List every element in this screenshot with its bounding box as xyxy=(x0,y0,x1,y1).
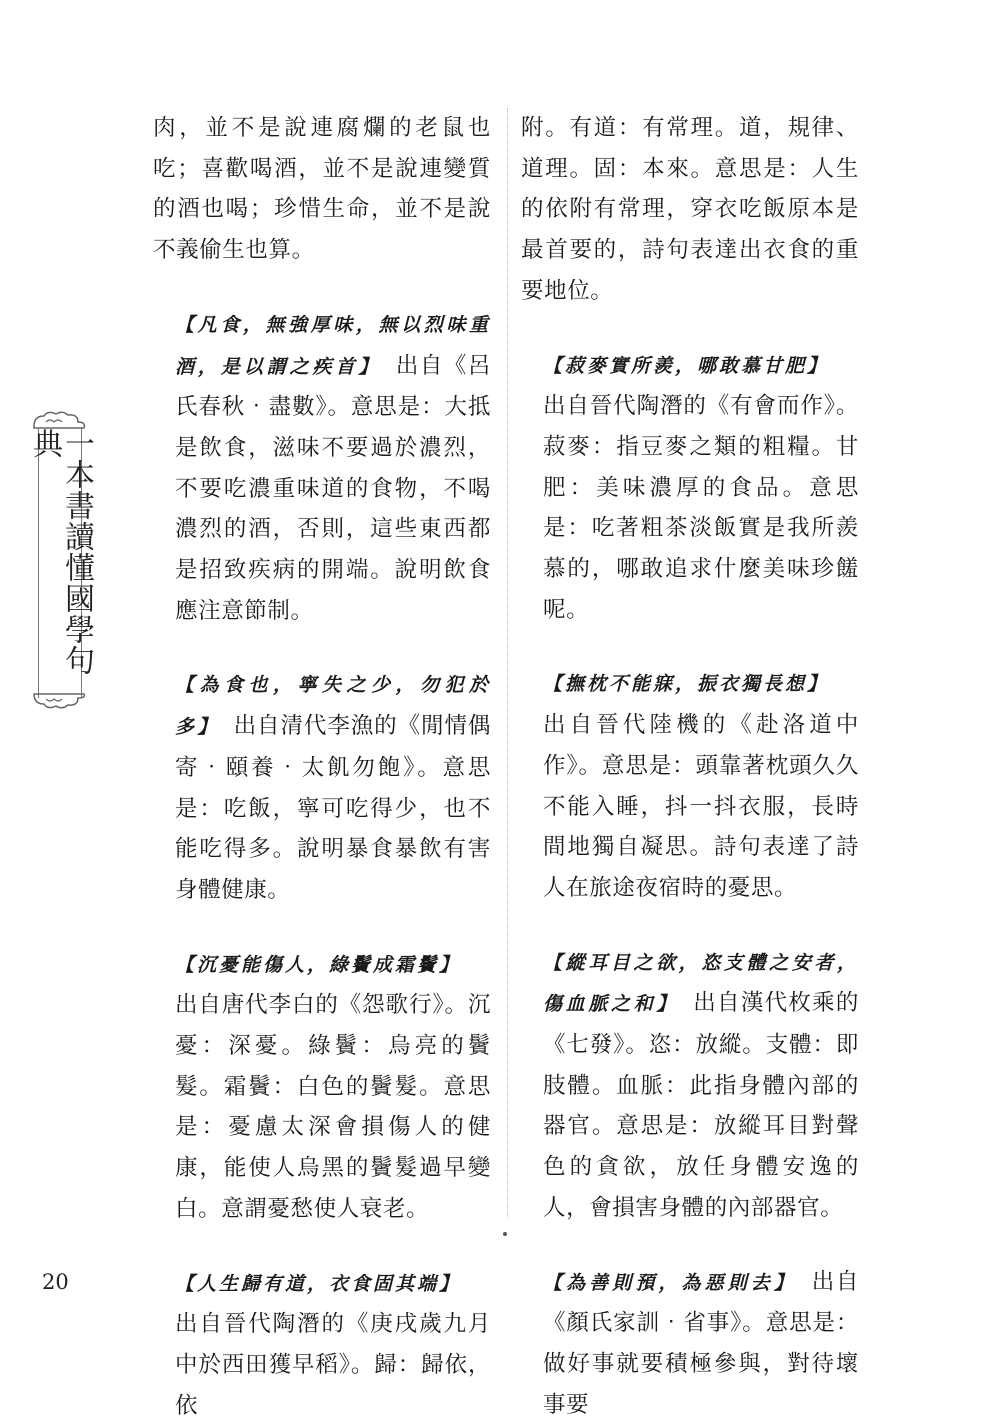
entry xyxy=(521,942,859,1229)
entry xyxy=(153,664,491,910)
entry-body: 出自清代李漁的《閒情偶寄‧頤養‧太飢勿飽》。意思是：吃飯，寧可吃得少，也不能吃得多。說明暴食暴飲有害身體健康。 xyxy=(175,713,491,903)
column-divider xyxy=(507,108,508,1218)
entry-title: 【撫枕不能寐，振衣獨長想】 xyxy=(543,673,830,696)
entry-title: 【人生歸有道，衣食固其端】 xyxy=(175,1272,462,1295)
page-number: 20 xyxy=(42,1270,69,1294)
entry-body: 出自《顏氏家訓‧省事》。意思是：做好事就要積極參與，對待壞事要 xyxy=(543,1268,859,1418)
entry-body: 出自晉代陶潛的《有會而作》。菽麥：指豆麥之類的粗糧。甘肥：美味濃厚的食品。意思是：吃著粗茶淡飯實是我所羨慕的，哪敢追求什麼美味珍饈呢。 xyxy=(543,393,859,623)
entry-title: 【縱耳目之欲，恣支體之安者，傷血脈之和】 xyxy=(543,951,859,1016)
center-dot xyxy=(503,1232,507,1236)
entry-body: 出自《呂氏春秋‧盡數》。意思是：大抵是飲食，滋味不要過於濃烈，不要吃濃重味道的食物，不喝濃烈的酒，否則，這些東西都是招致疾病的開端。說明飲食應注意節制。 xyxy=(175,352,491,624)
left-column xyxy=(153,108,491,1426)
entry-title: 【凡食，無強厚味，無以烈味重酒，是以謂之疾首】 xyxy=(175,313,491,378)
entry-body: 出自漢代枚乘的《七發》。恣：放縱。支體：即肢體。血脈：此指身體內部的器官。意思是：放縱耳目對聲色的貪欲，放任身體安逸的人，會損害身體的內部器官。 xyxy=(543,990,859,1221)
entry-body: 出自唐代李白的《怨歌行》。沉憂：深憂。綠鬢：烏亮的鬢髮。霜鬢：白色的鬢髮。意思是：憂慮太深會損傷人的健康，能使人烏黑的鬢髮過早變白。意謂憂愁使人衰老。 xyxy=(175,992,491,1222)
book-title-box xyxy=(27,428,94,698)
book-title: 一本書讀懂國學句典 xyxy=(27,428,94,676)
cloud-ornament-bottom xyxy=(30,690,88,712)
entry-title: 【為食也，寧失之少，勿犯於多】 xyxy=(175,674,491,739)
entry-title: 【為善則預，為惡則去】 xyxy=(543,1271,788,1294)
right-column xyxy=(521,108,859,1425)
entry-title: 【菽麥實所羨，哪敢慕甘肥】 xyxy=(543,354,830,377)
paragraph-continuation: 肉，並不是說連腐爛的老鼠也吃；喜歡喝酒，並不是說連變質的酒也喝；珍惜生命，並不是說不義偷生也算。 xyxy=(153,115,491,264)
entry-body: 出自晉代陶潛的《庚戌歲九月中於西田獲早稻》。歸：歸依，依 xyxy=(175,1311,491,1419)
entry xyxy=(153,304,491,632)
entry xyxy=(521,1262,859,1426)
entry-title: 【沉憂能傷人，綠鬢成霜鬢】 xyxy=(175,953,462,976)
entry-body: 出自晉代陸機的《赴洛道中作》。意思是：頭靠著枕頭久久不能入睡，抖一抖衣服，長時間地獨自凝思。詩句表達了詩人在旅途夜宿時的憂思。 xyxy=(543,712,859,901)
paragraph-continuation: 附。有道：有常理。道，規律、道理。固：本來。意思是：人生的依附有常理，穿衣吃飯原本是最首要的，詩句表達出衣食的重要地位。 xyxy=(521,115,859,304)
